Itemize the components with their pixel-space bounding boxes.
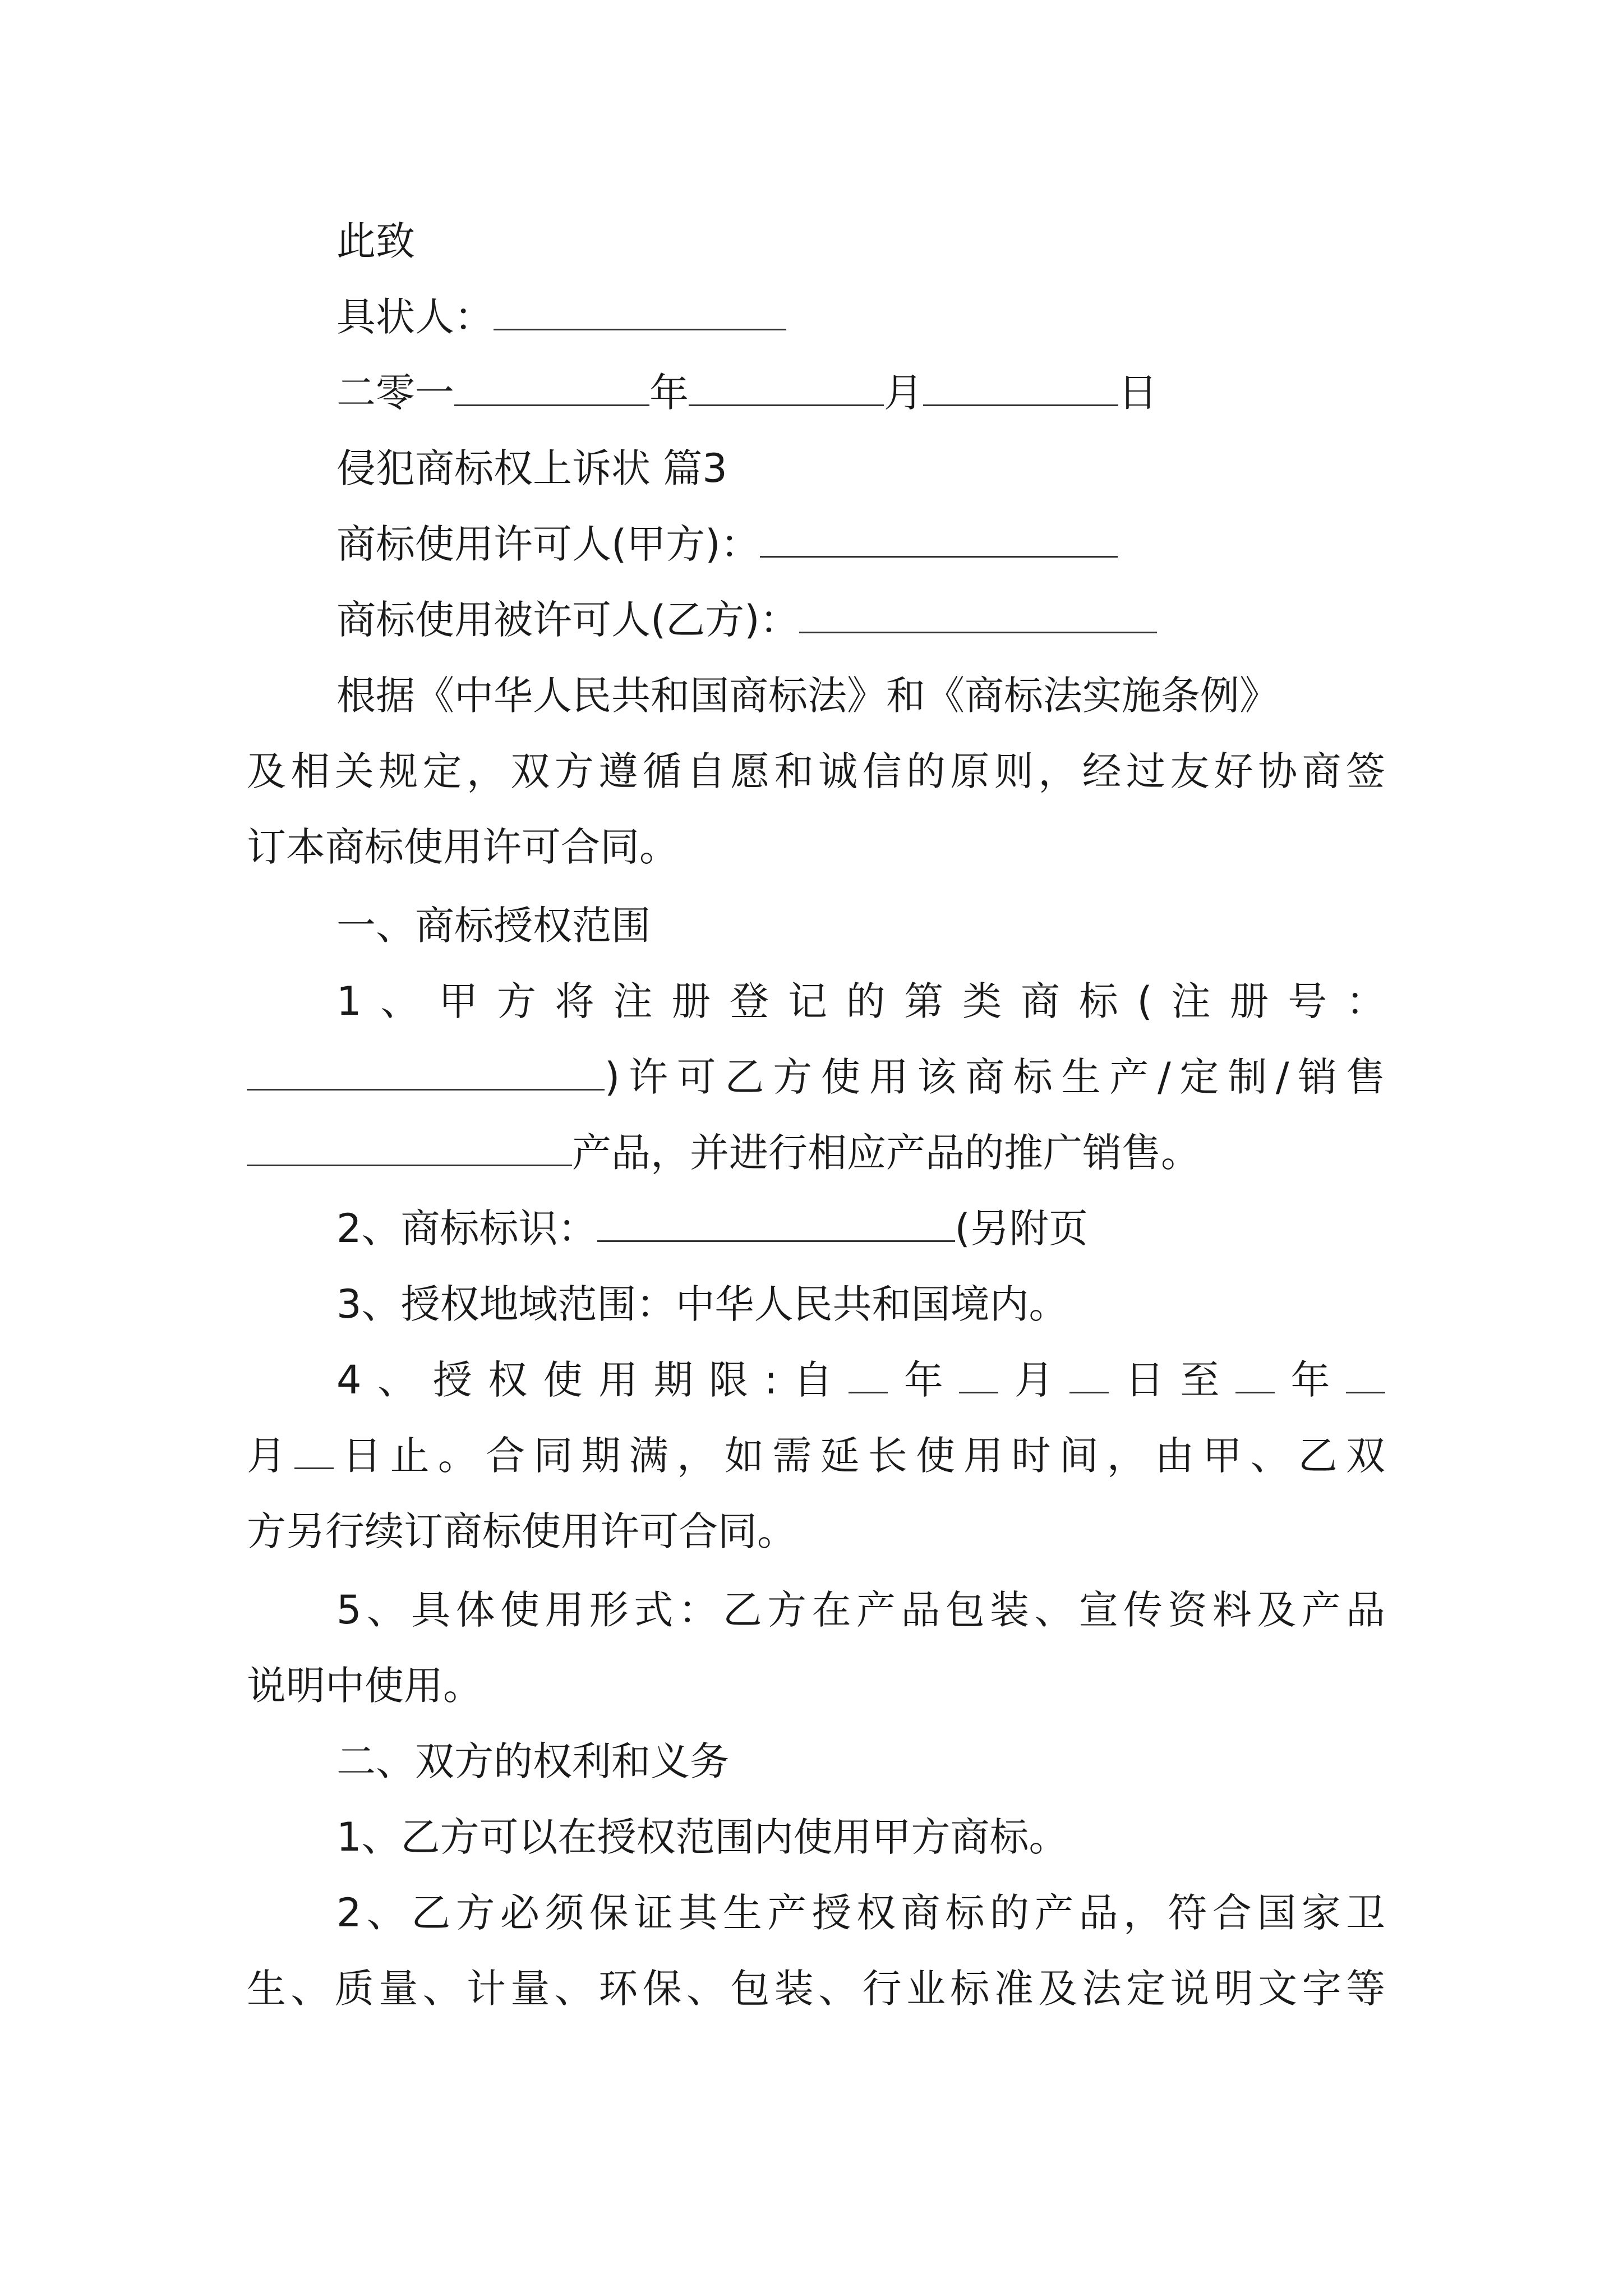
clause-line: [247, 1119, 1385, 1186]
fill-in-blank: [849, 1355, 888, 1393]
fill-in-blank: [494, 292, 786, 330]
text-fragment: 月: [247, 1433, 295, 1479]
text-fragment: 具状人：: [336, 294, 494, 340]
clause-line: [247, 1652, 1385, 1719]
text-fragment: 2、乙方必须保证其生产授权商标的产品，符合国家卫: [336, 1890, 1385, 1936]
salutation-line: [336, 208, 1385, 275]
text-fragment: 此致: [336, 218, 415, 264]
licensor-line: [336, 510, 1385, 578]
clause-line: [247, 1955, 1385, 2022]
fill-in-blank: [1346, 1355, 1385, 1393]
text-fragment: 二零一: [336, 370, 454, 416]
section-heading: [336, 1728, 1385, 1795]
text-fragment: 年: [1274, 1357, 1347, 1403]
text-fragment: 生、质量、计量、环保、包装、行业标准及法定说明文字等: [247, 1966, 1385, 2012]
text-fragment: 商标使用被许可人(乙方)：: [336, 597, 799, 643]
clause-line: [336, 1576, 1385, 1644]
fill-in-blank: [1235, 1355, 1275, 1393]
clause-line: [247, 1043, 1385, 1111]
text-fragment: 商标使用许可人(甲方)：: [336, 521, 760, 567]
fill-in-blank: [1069, 1355, 1109, 1393]
text-fragment: 1、甲方将注册登记的第类商标(注册号：: [336, 978, 1385, 1024]
text-fragment: 一、商标授权范围: [336, 903, 651, 949]
text-fragment: 订本商标使用许可合同。: [247, 824, 679, 870]
text-fragment: 产品，并进行相应产品的推广销售。: [572, 1130, 1200, 1176]
fill-in-blank: [247, 1052, 605, 1091]
fill-in-blank: [597, 1203, 955, 1242]
fill-in-blank: [689, 367, 884, 406]
date-line: [336, 359, 1385, 426]
text-fragment: 及相关规定，双方遵循自愿和诚信的原则，经过友好协商签: [247, 748, 1385, 794]
fill-in-blank: [799, 595, 1157, 633]
text-fragment: 日至: [1109, 1357, 1235, 1403]
text-fragment: 二、双方的权利和义务: [336, 1738, 729, 1784]
section-title: [336, 435, 1385, 502]
text-fragment: 日止。合同期满，如需延长使用时间，由甲、乙双: [334, 1433, 1385, 1479]
preamble-line: [247, 738, 1385, 805]
fill-in-blank: [294, 1430, 334, 1469]
text-fragment: 3、授权地域范围：中华人民共和国境内。: [336, 1281, 1068, 1327]
text-fragment: 年: [888, 1357, 960, 1403]
fill-in-blank: [959, 1355, 998, 1393]
clause-line: [336, 1879, 1385, 1947]
text-fragment: 4、授权使用期限:自: [336, 1357, 849, 1403]
text-fragment: )许可乙方使用该商标生产/定制/销售: [605, 1054, 1385, 1100]
text-fragment: 日: [1118, 370, 1158, 416]
clause-line: [336, 968, 1385, 1035]
fill-in-blank: [247, 1128, 572, 1166]
text-fragment: (另附页: [955, 1205, 1088, 1251]
fill-in-blank: [923, 367, 1118, 406]
clause-line: [247, 1498, 1385, 1565]
text-fragment: 5、具体使用形式：乙方在产品包装、宣传资料及产品: [336, 1587, 1385, 1633]
clause-line: [247, 1422, 1385, 1489]
text-fragment: 年: [649, 370, 689, 416]
text-fragment: 2、商标标识：: [336, 1205, 597, 1251]
clause-line: [336, 1803, 1385, 1871]
text-fragment: 月: [998, 1357, 1070, 1403]
fill-in-blank: [760, 519, 1118, 558]
fill-in-blank: [454, 367, 649, 406]
clause-line: [336, 1346, 1385, 1414]
clause-line: [336, 1271, 1385, 1338]
text-fragment: 侵犯商标权上诉状 篇3: [336, 445, 727, 491]
text-fragment: 说明中使用。: [247, 1663, 482, 1709]
complainant-signature-line: [336, 283, 1385, 351]
licensee-line: [336, 586, 1385, 654]
clause-line: [336, 1195, 1385, 1262]
text-fragment: 方另行续订商标使用许可合同。: [247, 1508, 796, 1554]
text-fragment: 月: [884, 370, 923, 416]
preamble-line: [336, 662, 1385, 729]
text-fragment: 1、乙方可以在授权范围内使用甲方商标。: [336, 1814, 1068, 1860]
preamble-line: [247, 813, 1385, 881]
section-heading: [336, 892, 1385, 959]
text-fragment: 根据《中华人民共和国商标法》和《商标法实施条例》: [336, 673, 1279, 719]
